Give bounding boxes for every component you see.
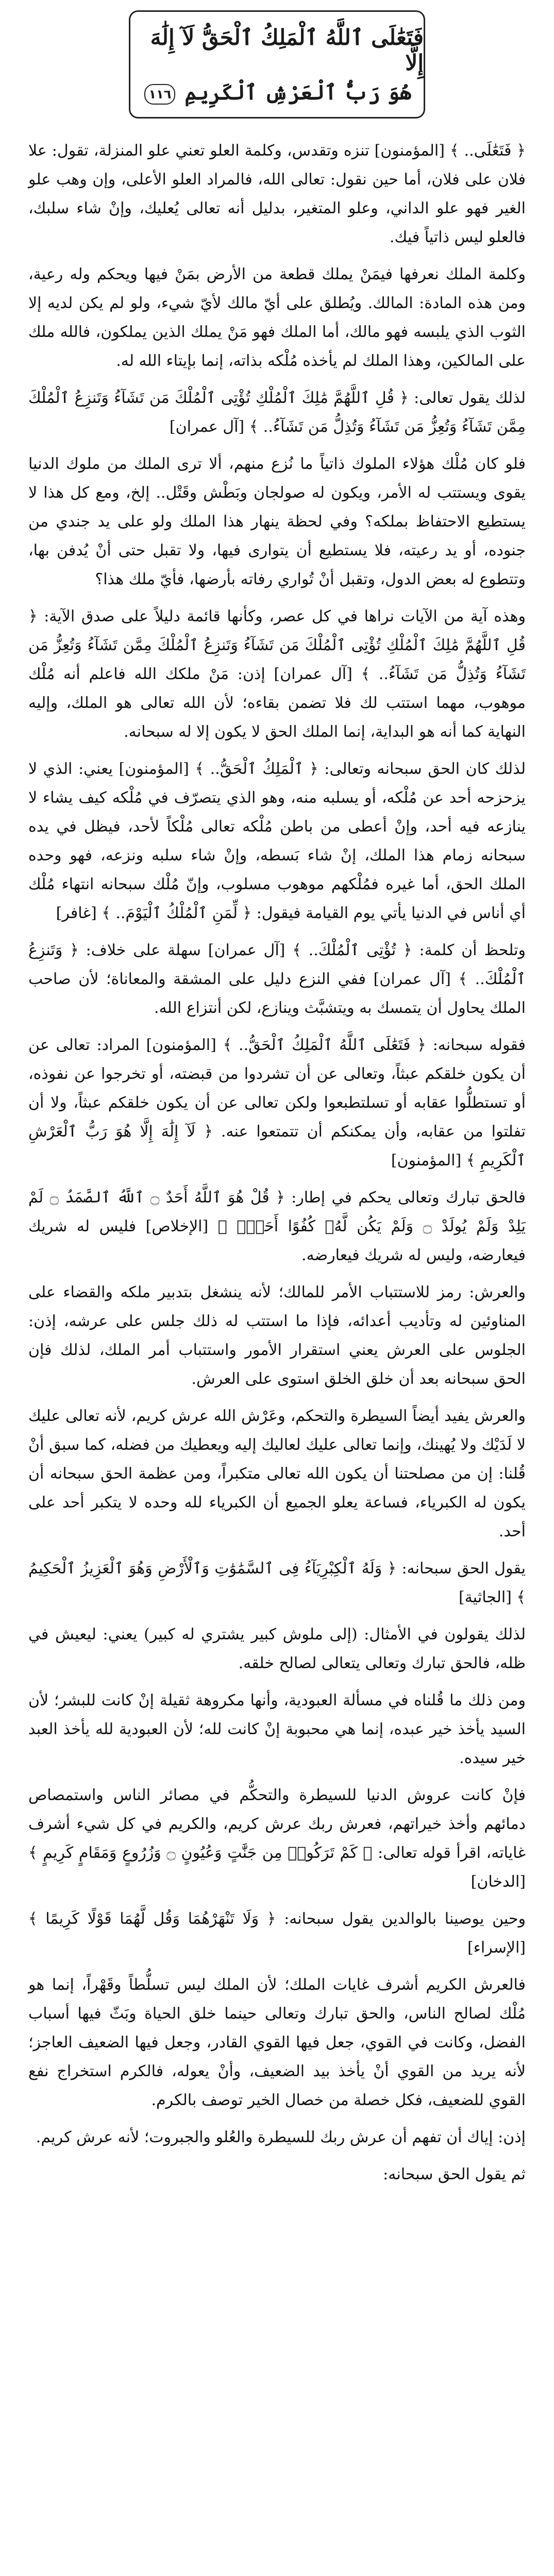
paragraph: يقول الحق سبحانه: ﴿ وَلَهُ ٱلْكِبْرِيَآءُ فِى ٱلسَّمَٰوَٰتِ وَٱلْأَرْضِ وَهُوَ ٱلْعَزِيزُ ٱلْحَكِيمُ ﴾ [الجاثية] [28, 1560, 526, 1606]
paragraph: وحين يوصينا بالوالدين يقول سبحانه: ﴿ وَلَا تَنْهَرْهُمَا وَقُل لَّهُمَا قَوْلًا كَرِيمًا ﴾ [الإسراء] [28, 1910, 526, 1957]
paragraph: والعرش يفيد أيضاً السيطرة والتحكم، وعَرْش الله عرش كريم، لأنه تعالى عليك لا لَدَيْك ولا يُهينك، وإنما تعالى عليك لعاليك إليه ويعطيك من فضله، كما سبق أنْ قُلنا: إن من مصلحتنا أن يكون الله تعالى متكبراً، ومن عظمة الحق سبحانه أن يكون له الكبرياء، فساعة يعلو الجميع أن الكبرياء لله وحده لا يتكبر أحد على أحد. [28, 1407, 526, 1540]
paragraph: لذلك يقول تعالى: ﴿ قُلِ ٱللَّهُمَّ مَٰلِكَ ٱلْمُلْكِ تُؤْتِى ٱلْمُلْكَ مَن تَشَآءُ وَتَنزِعُ ٱلْمُلْكَ مِمَّن تَشَآءُ وَتُعِزُّ مَن تَشَآءُ وَتُذِلُّ مَن تَشَآءُ.. ﴾ [آل عمران] [28, 389, 526, 436]
header-ayah-number: ١١٦ [144, 84, 175, 105]
paragraph: ﴿ فَتَعَٰلَى.. ﴾ [المؤمنون] تنزه وتقدس، وكلمة العلو تعني علو المنزلة، تقول: علا فلان على فلان، أما حين نقول: تعالى الله، فالمراد العلو الأعلى، وإن وهب علو الغير فهو علو الداني، وعلو المتغير، بدليل أنه تعالى يُعليك، وإنْ شاء سلبك، فالعلو ليس ذاتياً فيك. [28, 142, 526, 246]
paragraph: فلو كان مُلْك هؤلاء الملوك ذاتياً ما نُزع منهم، ألا ترى الملك من ملوك الدنيا يقوى ويستتب له الأمر، ويكون له صولجان وبَطْش وقَتْل.. إلخ، ومع كل هذا لا يستطيع الاحتفاظ بملكه؟ وفي لحظة ينهار هذا الملك ولو على يد جندي من جنوده، أو يد رعيته، فلا يستطيع أن يتوارى فيها، ولا تقبل حتى أنْ يُدفن بها، وتتطوع له بعض الدول، وتقبل أنْ تُواري رفاته بأرضها، فأيّ ملك هذا؟ [28, 455, 526, 588]
paragraph: فالعرش الكريم أشرف غايات الملك؛ لأن الملك ليس تسلُّطاً وقَهْراً، إنما هو مُلْك لصالح الناس، والحق تبارك وتعالى حينما خلق الحياة وبَثّ فيها أسباب الفضل، وكانت في القوي، جعل فيها القوي القادر، وجعل فيها الضعيف العاجز؛ لأنه يريد من القوي أنْ يأخذ بيد الضعيف، وأنْ يعوله، فالكرم استخراج نفع القوي للضعيف، فكل خصلة من خصال الخير توصف بالكرم. [28, 1976, 526, 2109]
paragraph: لذلك كان الحق سبحانه وتعالى: ﴿ ٱلْمَلِكُ ٱلْحَقُّ.. ﴾ [المؤمنون] يعني: الذي لا يزحزحه أحد عن مُلْكه، أو يسلبه منه، وهو الذي يتصرّف في مُلْكه كيف يشاء لا ينازعه فيه أحد، وإنْ أعطى من باطن مُلْكه تعالى مُلْكاً لأحد، فيظل في يده سبحانه زمام هذا الملك، إنْ شاء بَسطه، وإنْ شاء سلبه ونزعه، فهو وحده الملك الحق، أما غيره فمُلْكهم موهوب مسلوب، وإنّ مُلْك سبحانه انتهاء مُلْك أي أناس في الدنيا يأتي يوم القيامة فيقول: ﴿ لِّمَنِ ٱلْمُلْكُ ٱلْيَوْمَ.. ﴾ [غافر] [28, 760, 526, 922]
header-verse-box [129, 10, 425, 118]
header-verse-line2 [142, 80, 411, 105]
paragraph: وهذه آية من الآيات نراها في كل عصر، وكأنها قائمة دليلاً على صدق الآية: ﴿ قُلِ ٱللَّهُمَّ مَٰلِكَ ٱلْمُلْكِ تُؤْتِى ٱلْمُلْكَ مَن تَشَآءُ وَتَنزِعُ ٱلْمُلْكَ مِمَّن تَشَآءُ وَتُعِزُّ مَن تَشَآءُ وَتُذِلُّ مَن تَشَآءُ.. ﴾ [آل عمران] إذن: مَنْ ملكك الله فاعلم أنه مُلْك موهوب، مهما استتب لك فلا تضمن بقاءه؛ لأن الله تعالى هو الملك، وإليه النهاية كما أنه هو البداية، إنما الملك الحق لا يكون إلا له سبحانه. [28, 607, 526, 741]
paragraph: فالحق تبارك وتعالى يحكم في إطار: ﴿ قُلْ هُوَ ٱللَّهُ أَحَدٌ ۝ ٱللَّهُ ٱلصَّمَدُ ۝ لَمْ يَلِدْ وَلَمْ يُولَدْ ۝ وَلَمْ يَكُن لَّهُۥ كُفُوًا أَحَدٌۢ ﴾ [الإخلاص] فليس له شريك فيعارضه، وليس له شريك فيعارضه. [28, 1189, 526, 1264]
paragraph: وتلحظ أن كلمة: ﴿ تُؤْتِى ٱلْمُلْكَ.. ﴾ [آل عمران] سهلة على خلاف: ﴿ وَتَنزِعُ ٱلْمُلْكَ.. ﴾ [آل عمران] ففي النزع دليل على المشقة والمعاناة؛ لأن صاحب الملك يحاول أن يتمسك به ويتشبَّث وينازع، لكن أنتزاع الله. [28, 941, 526, 1017]
paragraph: ثم يقول الحق سبحانه: [383, 2165, 526, 2183]
paragraph: فقوله سبحانه: ﴿ فَتَعَٰلَى ٱللَّهُ ٱلْمَلِكُ ٱلْحَقُّ.. ﴾ [المؤمنون] المراد: تعالى عن أن يكون خلقكم عبثاً، وتعالى عن أن تشردوا من قبضته، أو تخرجوا عن نفوذه، أو تستطلُّوا عقابه أو تسلتطبعوا ولكن تعالى عن أن يكون خلقكم عبثاً، ولا أن تفلتوا من عقابه، وأن يمكنكم أن تتمتعوا عنه. ﴿ لَآ إِلَٰهَ إِلَّا هُوَ رَبُّ ٱلْعَرْشِ ٱلْكَرِيمِ ﴾ [المؤمنون] [28, 1036, 526, 1170]
paragraph: لذلك يقولون في الأمثال: (إلى ملوش كبير يشتري له كبير) يعني: ليعيش في ظله، فالحق تبارك وتعالى يتعالى لصالح خلقه. [28, 1625, 526, 1672]
header-verse-text: هُوَ رَبُّ ٱلْعَرْشِ ٱلْكَرِيمِ [184, 80, 412, 105]
paragraph: وكلمة الملك نعرفها فيمَنْ يملك قطعة من الأرض بمَنْ فيها ويحكم وله رعية، ومن هذه المادة: المالك. ويُطلق على أيّ مالك لأيّ شيء، ولو لم يكن لديه إلا الثوب الذي يلبسه فهو مالك، أما الملك فهو مَنْ يملك الذين يملكون، فالله ملك على المالكين، وهذا الملك لم يأخذه مُلْكه بذاته، إنما بإيتاء الله له. [28, 265, 526, 370]
commentary-body [28, 137, 526, 2197]
header-verse-line1: فَتَعَٰلَى ٱللَّهُ ٱلْمَلِكُ ٱلْحَقُّ لَآ إِلَٰهَ إِلَّا [150, 24, 424, 75]
paragraph: إذن: إياك أن تفهم أن عرش ربك للسيطرة والعُلو والجبروت؛ لأنه عرش كريم. [36, 2128, 526, 2146]
paragraph: ومن ذلك ما قُلناه في مسألة العبودية، وأنها مكروهة ثقيلة إنْ كانت للبشر؛ لأن السيد يأخذ خير عبده، إنما هي محبوبة إنْ كانت لله؛ لأن العبودية لله يأخذ العبد خير سيده. [28, 1691, 526, 1767]
paragraph: والعرش: رمز للاستتباب الأمر للمالك؛ لأنه ينشغل بتدبير ملكه والقضاء على المناوئين له وتأديب أعدائه، فإذا ما استتب له ذلك جلس على عرشه، إذن: الجلوس على العرش يعني استقرار الأمور واستتباب أمر الملك، لذلك فإن الحق سبحانه بعد أن خلق الخلق استوى على العرش. [28, 1283, 526, 1388]
paragraph: فإنْ كانت عروش الدنيا للسيطرة والتحكُّم في مصائر الناس واستمصاص دمائهم وأخذ خيراتهم، فعرش ربك عرش كريم، والكريم في كل شيء أشرف غاياته، اقرأ قوله تعالى: ﴿ كَمْ تَرَكُوا۟ مِن جَنَّٰتٍ وَعُيُونٍ ۝ وَزُرُوعٍ وَمَقَامٍ كَرِيمٍ ﴾ [الدخان] [28, 1786, 526, 1891]
